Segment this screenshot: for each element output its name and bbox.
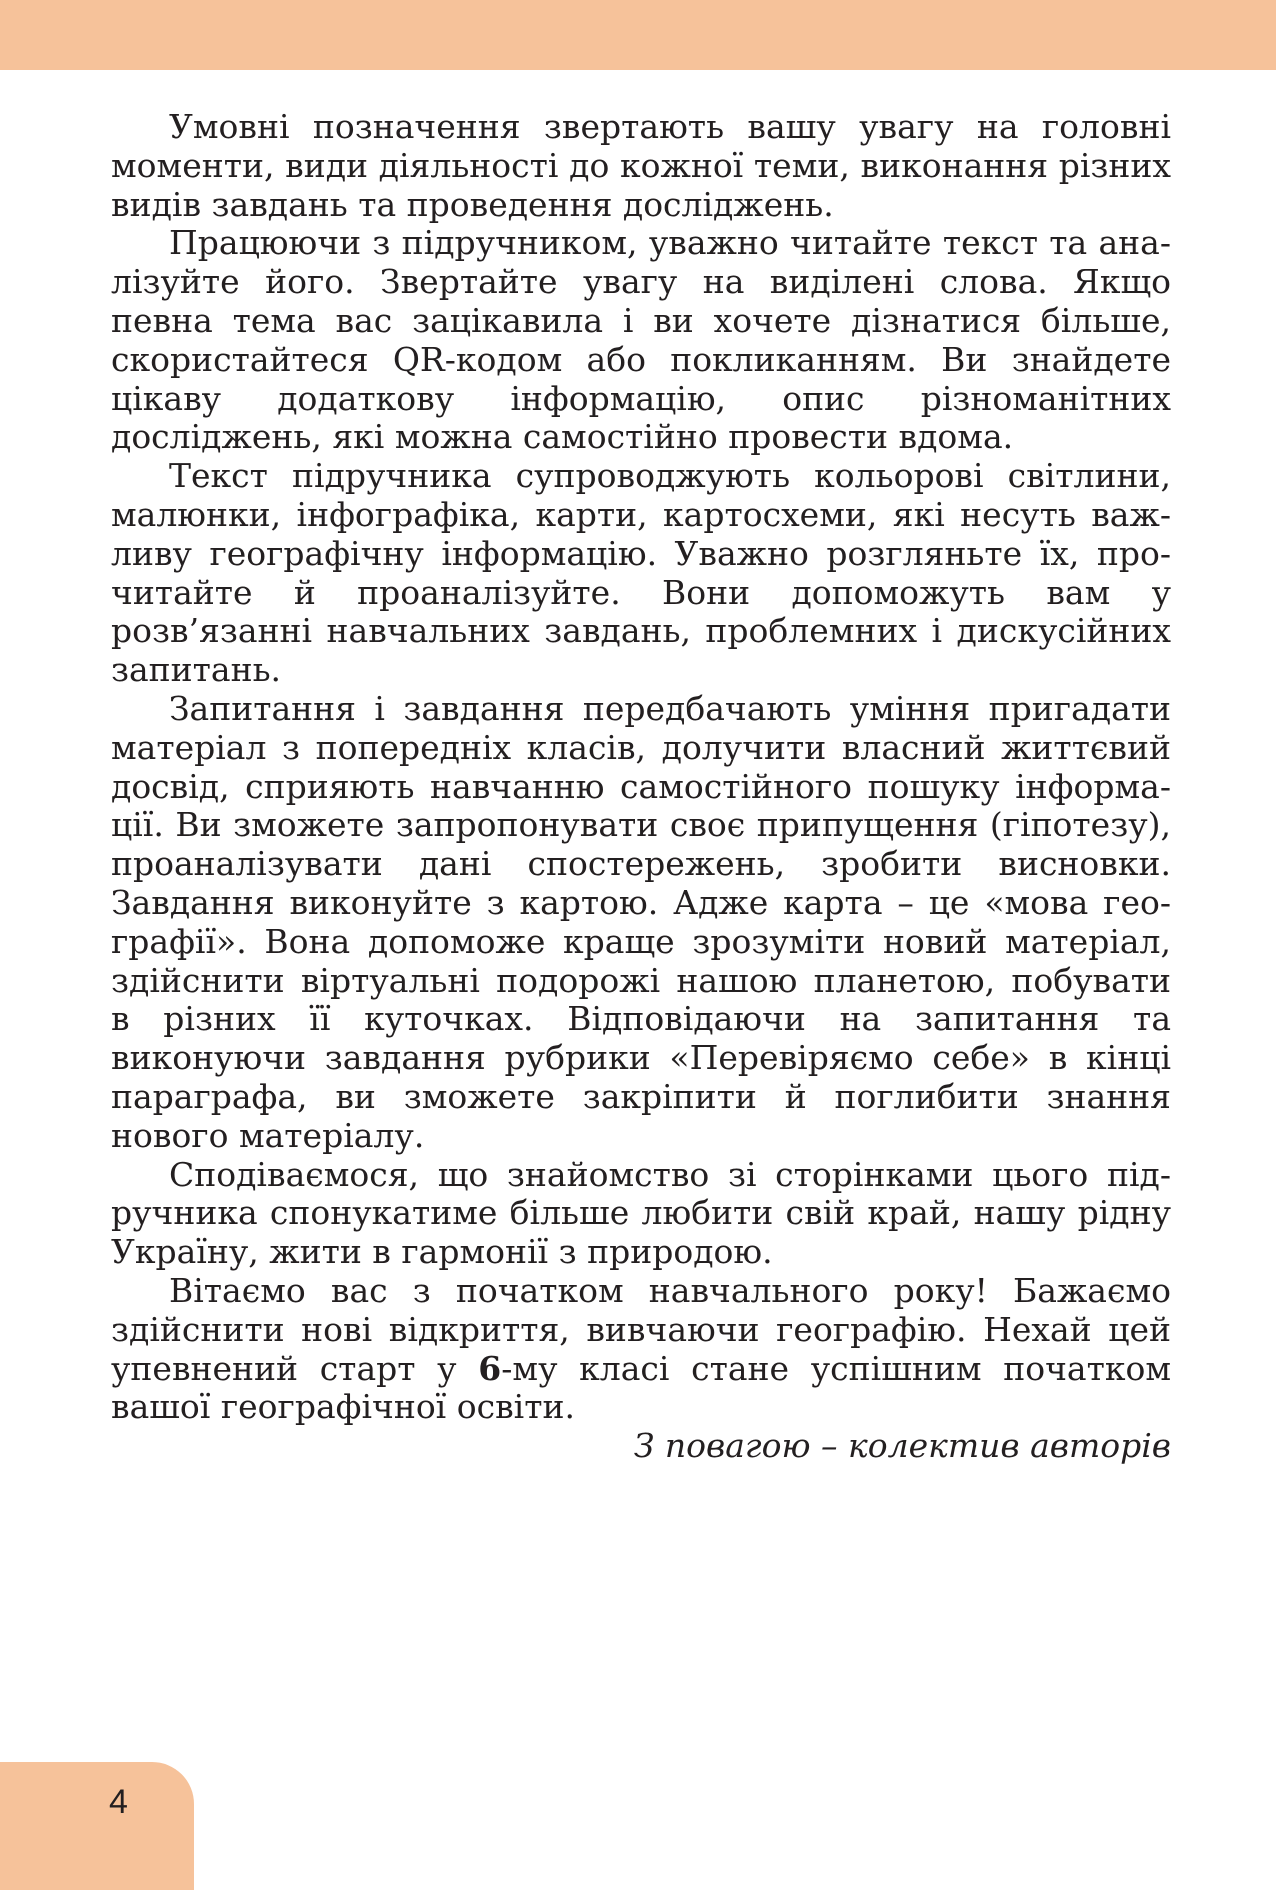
paragraph-symbols: Умовні позначення звертають вашу увагу на головні моменти, види діяльності до кожної теми, виконання різних видів завдань та проведення досліджень. [111, 107, 1171, 224]
paragraph-greeting [111, 1272, 1171, 1427]
page-number: 4 [109, 1783, 128, 1821]
top-decorative-band [0, 0, 1276, 70]
greeting-text-start: Вітаємо вас з початком навчального року! Бажаємо здійснити нові відкриття, вивчаючи географію. Нехай цей упевнений старт у [111, 1270, 1171, 1388]
grade-number: 6 [478, 1348, 502, 1388]
greeting-text-end: -му класі стане успішним початком вашої географічної освіти. [111, 1348, 1171, 1427]
paragraph-working-with-textbook: Працюючи з підручником, уважно читайте текст та аналізуйте його. Звертайте увагу на виділені слова. Якщо певна тема вас зацікавила і ви хочете дізнатися більше, скористайтеся QR-кодом або покликанням. Ви знайдете цікаву додаткову інформацію, опис різноманітних досліджень, які можна самостійно провести вдома. [111, 223, 1171, 457]
paragraph-illustrations: Текст підручника супроводжують кольорові світлини, малюнки, інфографіка, карти, картосхеми, які несуть важливу географічну інформацію. Уважно розгляньте їх, прочитайте й проаналізуйте. Вони допоможуть вам у розв’язанні навчальних завдань, проблемних і дискусійних запитань. [111, 456, 1171, 690]
page-number-tab [0, 1762, 194, 1890]
paragraph-questions-and-tasks: Запитання і завдання передбачають уміння пригадати матеріал з попередніх класів, долучити власний життєвий досвід, сприяють навчанню самостійного пошуку інформації. Ви зможете запропонувати своє припущення (гіпотезу), проаналізувати дані спостережень, зробити висновки. Завдання виконуйте з картою. Адже карта – це «мова географії». Вона допоможе краще зрозуміти новий матеріал, здійснити віртуальні подорожі нашою планетою, побувати в різних її куточках. Відповідаючи на запитання та виконуючи завдання рубрики «Перевіряємо себе» в кінці параграфа, ви зможете закріпити й поглибити знання нового матеріалу. [111, 688, 1171, 1155]
authors-signature: З повагою – колектив авторів [633, 1426, 1171, 1466]
paragraph-hope: Сподіваємося, що знайомство зі сторінками цього підручника спонукатиме більше любити свій край, нашу рідну Україну, жити в гармонії з природою. [111, 1154, 1171, 1272]
page-body [111, 108, 1171, 1466]
